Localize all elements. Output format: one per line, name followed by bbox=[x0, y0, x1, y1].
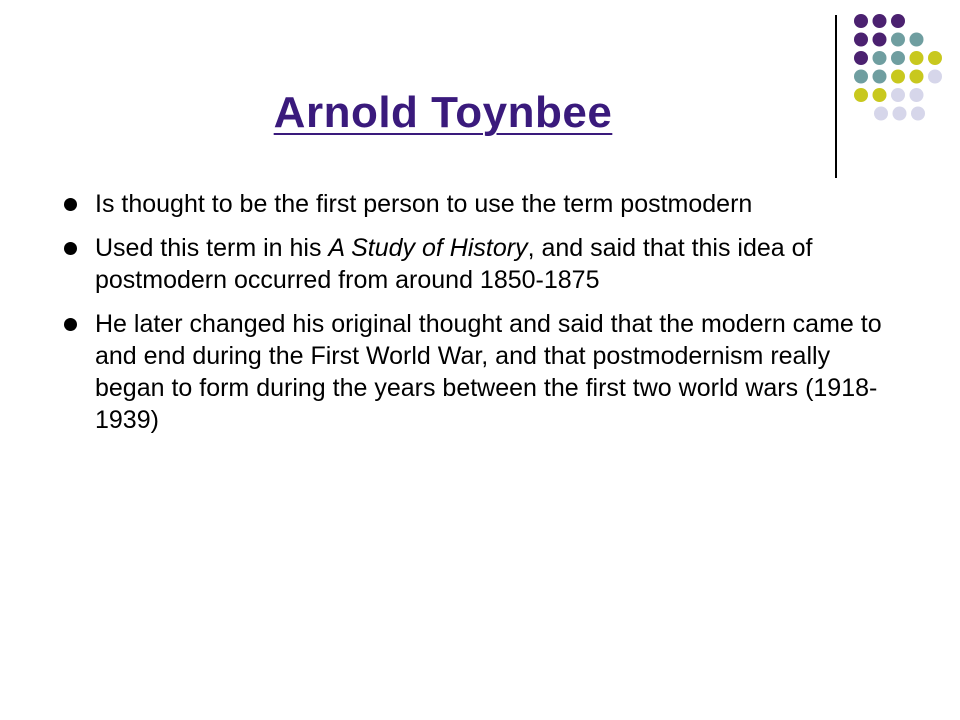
dot-lime bbox=[928, 51, 942, 65]
dot-lavender bbox=[928, 70, 942, 84]
dot-lavender bbox=[910, 88, 924, 102]
dot-purple bbox=[873, 33, 887, 47]
dot-lime bbox=[910, 70, 924, 84]
bullet-2-text-start: Used this term in his bbox=[95, 234, 329, 262]
bullet-list bbox=[62, 188, 882, 448]
bullet-dot-icon bbox=[64, 198, 77, 211]
bullet-dot-icon bbox=[64, 242, 77, 255]
bullet-dot-icon bbox=[64, 318, 77, 331]
dot-teal bbox=[891, 33, 905, 47]
bullet-2-text-end: , and said that this idea of postmodern occurred from around 1850-1875 bbox=[95, 234, 813, 294]
dot-lavender bbox=[911, 107, 925, 121]
dot-purple bbox=[854, 51, 868, 65]
dot-purple bbox=[891, 14, 905, 28]
bullet-1-text: Is thought to be the first person to use the term postmodern bbox=[95, 190, 753, 218]
dot-teal bbox=[873, 51, 887, 65]
dot-lavender bbox=[891, 88, 905, 102]
dot-teal bbox=[910, 33, 924, 47]
dot-teal bbox=[873, 70, 887, 84]
bullet-item-1 bbox=[62, 188, 882, 220]
dot-lavender bbox=[893, 107, 907, 121]
bullet-3-text: He later changed his original thought and said that the modern came to and end during the First World War, and that postmodernism really began to form during the years between the first two world wars (1918-1939) bbox=[95, 310, 882, 434]
dot-purple bbox=[854, 33, 868, 47]
dot-lime bbox=[891, 70, 905, 84]
slide-title-text: Arnold Toynbee bbox=[273, 88, 613, 137]
dot-teal bbox=[891, 51, 905, 65]
dot-teal bbox=[854, 70, 868, 84]
book-title: A Study of History bbox=[328, 234, 528, 262]
dot-purple bbox=[873, 14, 887, 28]
slide-title bbox=[0, 88, 886, 138]
dot-purple bbox=[854, 14, 868, 28]
bullet-item-3 bbox=[62, 308, 882, 436]
bullet-item-2 bbox=[62, 232, 882, 296]
dot-lime bbox=[910, 51, 924, 65]
